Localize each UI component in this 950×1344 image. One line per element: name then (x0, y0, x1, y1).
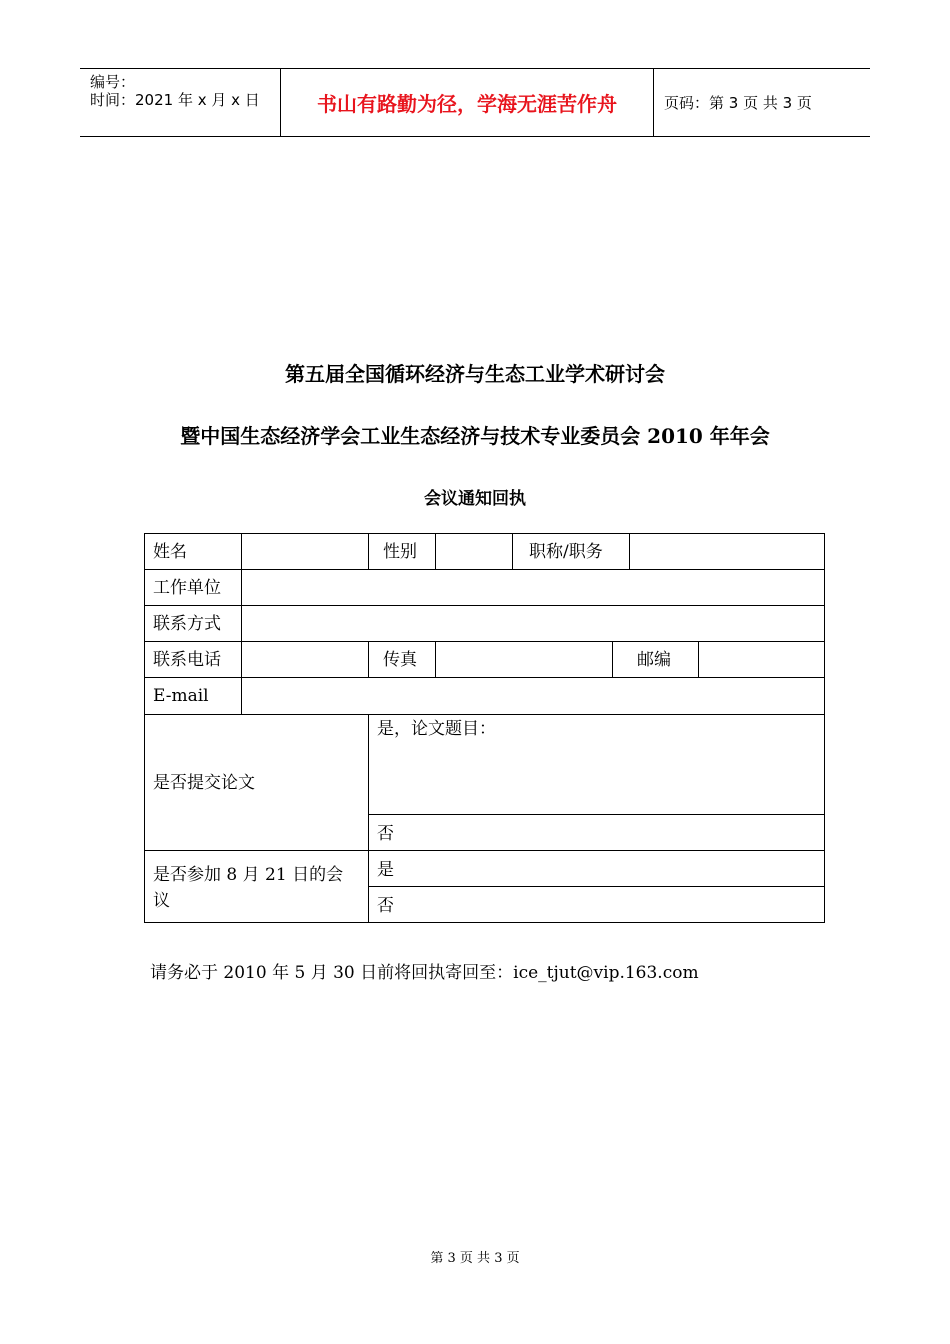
postcode-label: 邮编 (637, 650, 671, 670)
col-divider (368, 534, 369, 570)
col-divider (612, 642, 613, 678)
attend-meeting-label-cont: 议 (153, 891, 170, 911)
row-divider (368, 886, 824, 887)
col-divider (241, 534, 242, 714)
page-header (80, 68, 870, 137)
col-divider (368, 714, 369, 923)
row-divider (145, 677, 824, 678)
phone-label: 联系电话 (153, 650, 221, 670)
col-divider (512, 534, 513, 570)
submit-paper-label: 是否提交论文 (153, 773, 255, 793)
email-label: E-mail (153, 686, 209, 706)
paper-title-option: 是，论文题目： (377, 719, 496, 739)
row-divider (145, 641, 824, 642)
col-divider (435, 642, 436, 678)
time-label: 时间：2021 年 x 月 x 日 (90, 91, 260, 109)
row-divider (145, 714, 824, 715)
work-unit-label: 工作单位 (153, 578, 221, 598)
col-divider (435, 534, 436, 570)
number-label: 编号： (90, 73, 136, 91)
col-divider (368, 642, 369, 678)
attend-meeting-label: 是否参加 8 月 21 日的会 (153, 865, 344, 885)
fax-label: 传真 (383, 650, 417, 670)
reply-form-table (144, 533, 825, 923)
row-divider (368, 814, 824, 815)
attend-yes-option: 是 (377, 860, 394, 880)
row-divider (145, 850, 824, 851)
header-page-cell (654, 69, 870, 136)
page-footer: 第 3 页 共 3 页 (430, 1251, 520, 1266)
conference-title: 第五届全国循环经济与生态工业学术研讨会 (285, 362, 665, 386)
motto-text: 书山有路勤为径，学海无涯苦作舟 (317, 92, 617, 116)
title-position-label: 职称/职务 (529, 542, 603, 562)
col-divider (698, 642, 699, 678)
no-paper-option: 否 (377, 824, 394, 844)
form-title: 会议通知回执 (424, 489, 526, 509)
return-note: 请务必于 2010 年 5 月 30 日前将回执寄回至：ice_tjut@vip.163.com (150, 963, 699, 983)
page-number-label: 页码：第 3 页 共 3 页 (664, 94, 812, 112)
attend-no-option: 否 (377, 896, 394, 916)
header-meta-cell (80, 69, 281, 136)
contact-method-label: 联系方式 (153, 614, 221, 634)
row-divider (145, 605, 824, 606)
name-label: 姓名 (153, 542, 187, 562)
col-divider (629, 534, 630, 570)
gender-label: 性别 (383, 542, 417, 562)
conference-subtitle: 暨中国生态经济学会工业生态经济与技术专业委员会 2010 年年会 (180, 424, 770, 448)
header-motto-cell (281, 69, 654, 136)
row-divider (145, 569, 824, 570)
